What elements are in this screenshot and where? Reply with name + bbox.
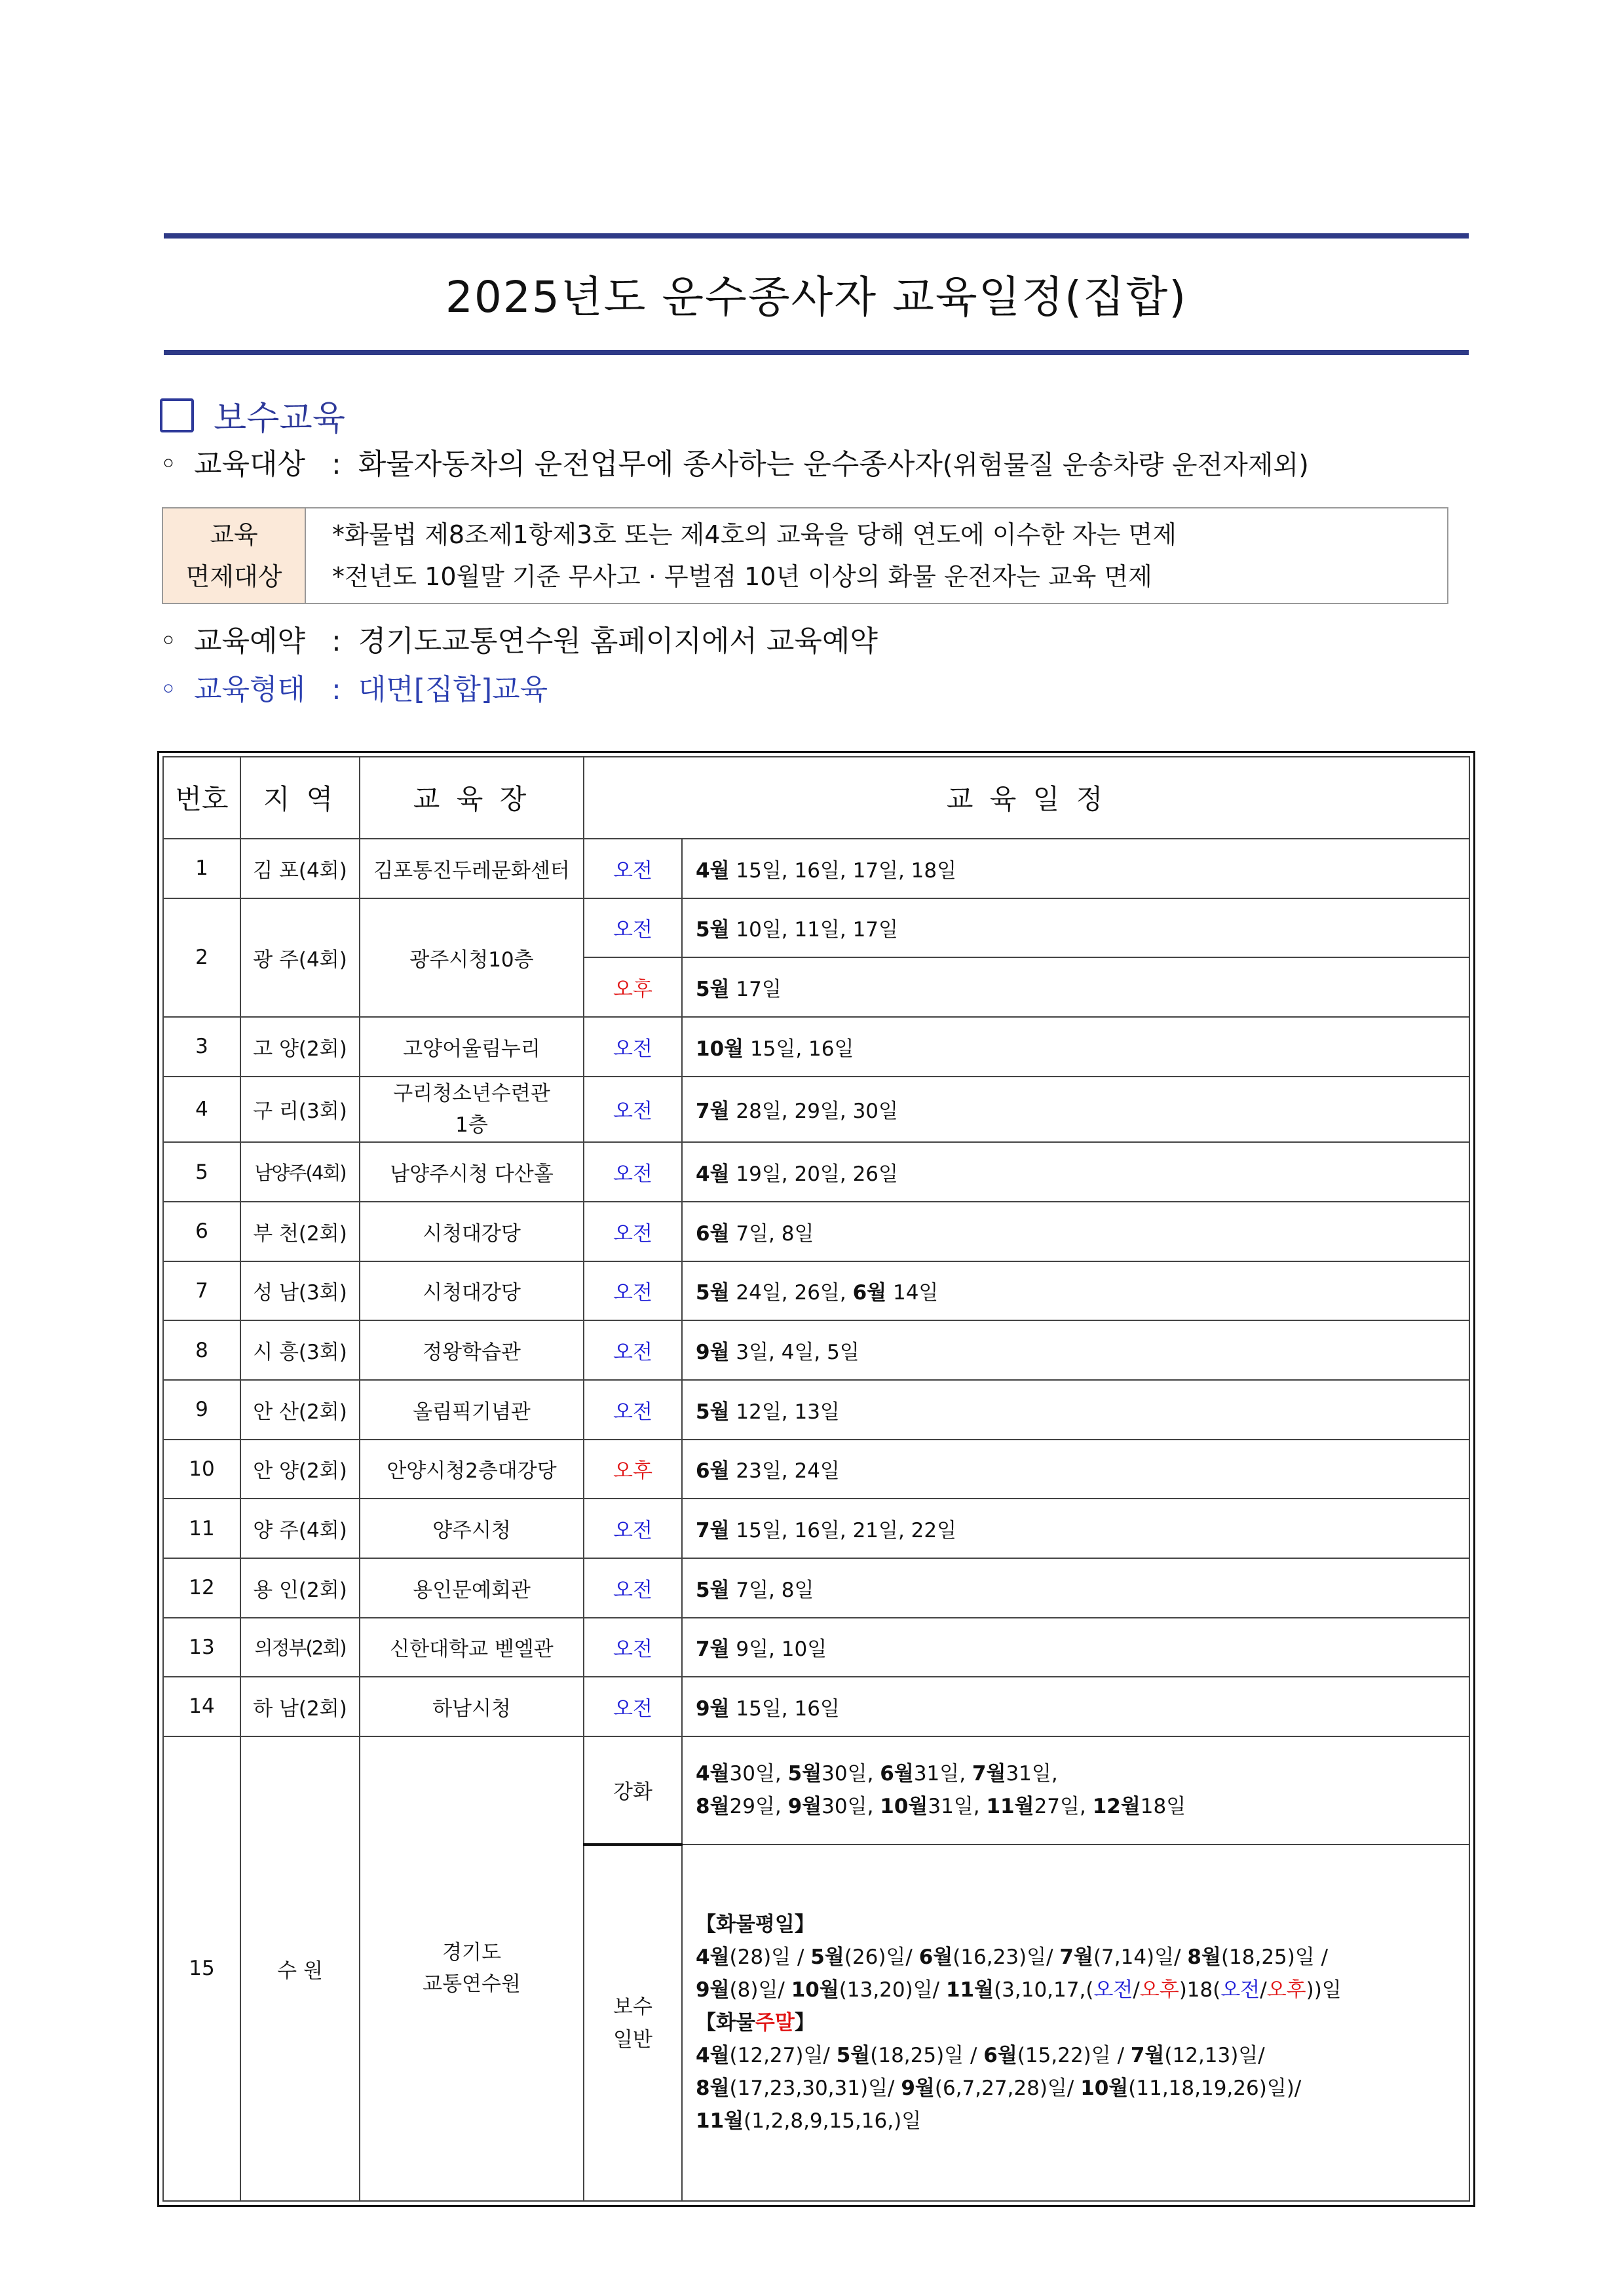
cell-no: 13 xyxy=(163,1618,240,1677)
am-label: 오전 xyxy=(1220,1978,1260,2002)
title-bottom-rule xyxy=(164,350,1469,355)
cell-venue: 정왕학습관 xyxy=(360,1320,584,1380)
month: 10월 xyxy=(696,1037,744,1061)
days: (1,2,8,9,15,16,)일 xyxy=(744,2109,922,2133)
weekday-line2 xyxy=(696,1974,1469,2006)
cell-session: 오전 xyxy=(584,839,682,898)
cell-session: 오전 xyxy=(584,1142,682,1202)
cell-session: 오후 xyxy=(584,1440,682,1499)
cell-no: 8 xyxy=(163,1320,240,1380)
month: 8월 xyxy=(696,2076,730,2100)
month: 6월 xyxy=(918,1945,953,1969)
cell-dates xyxy=(682,1499,1469,1558)
days: (12,27)일/ xyxy=(729,2044,837,2067)
month: 6월 xyxy=(880,1762,914,1786)
month: 5월 xyxy=(696,918,730,942)
form-text: 대면[집합]교육 xyxy=(358,673,548,706)
cell-region: 안 양(2회) xyxy=(240,1440,360,1499)
cell-session: 오전 xyxy=(584,1077,682,1143)
days: 3일, 4일, 5일 xyxy=(729,1341,859,1365)
header-region: 지 역 xyxy=(240,757,360,839)
cell-region: 용 인(2회) xyxy=(240,1558,360,1618)
cell-dates xyxy=(682,1380,1469,1440)
weekday-title-text: 【화물평일】 xyxy=(696,1913,815,1936)
month: 4월 xyxy=(696,858,730,883)
month: 9월 xyxy=(696,1696,730,1721)
header-venue: 교 육 장 xyxy=(360,757,584,839)
month: 7월 xyxy=(696,1100,730,1124)
days: 27일, xyxy=(1034,1795,1093,1819)
cell-session: 오전 xyxy=(584,1261,682,1321)
tail-text: ))일 xyxy=(1306,1978,1342,2002)
cell-dates-general xyxy=(682,1845,1469,2201)
month: 9월 xyxy=(901,2076,935,2100)
cell-region: 수 원 xyxy=(240,1736,360,2201)
month: 9월 xyxy=(787,1795,822,1819)
reserve-text: 경기도교통연수원 홈페이지에서 교육예약 xyxy=(358,624,878,658)
cell-session: 오전 xyxy=(584,1499,682,1558)
weekday-title xyxy=(696,1908,1469,1941)
bullet-icon: ◦ xyxy=(160,624,177,658)
cell-session: 오전 xyxy=(584,1558,682,1618)
cell-no: 2 xyxy=(163,898,240,1017)
month: 12월 xyxy=(1092,1795,1141,1819)
am-label: 오전 xyxy=(1093,1978,1133,2002)
cell-venue xyxy=(360,1077,584,1143)
cell-region: 광 주(4회) xyxy=(240,898,360,1017)
cell-region: 고 양(2회) xyxy=(240,1017,360,1077)
cell-dates xyxy=(682,1077,1469,1143)
colon: : xyxy=(331,448,341,481)
days: (13,20)일/ xyxy=(839,1978,946,2002)
cell-dates xyxy=(682,1142,1469,1202)
form-label: 교육형태 xyxy=(193,673,305,706)
cell-region: 의정부(2회) xyxy=(240,1618,360,1677)
cell-dates xyxy=(682,1202,1469,1261)
cell-dates xyxy=(682,957,1469,1017)
cell-session: 오전 xyxy=(584,1618,682,1677)
cell-session-ganghwa: 강화 xyxy=(584,1736,682,1845)
cell-region: 구 리(3회) xyxy=(240,1077,360,1143)
cell-region: 부 천(2회) xyxy=(240,1202,360,1261)
days: 23일, 24일 xyxy=(729,1459,840,1483)
exempt-item-1: *화물법 제8조제1항제3호 또는 제4호의 교육을 당해 연도에 이수한 자는 면제 xyxy=(332,520,1177,549)
cell-venue: 시청대강당 xyxy=(360,1202,584,1261)
table-row xyxy=(163,1320,1469,1380)
days: 18일 xyxy=(1140,1795,1186,1819)
cell-session: 오후 xyxy=(584,957,682,1017)
exempt-item-2: *전년도 10월말 기준 무사고 · 무벌점 10년 이상의 화물 운전자는 교육 면제 xyxy=(332,562,1152,591)
days: (6,7,27,28)일/ xyxy=(934,2076,1081,2100)
month: 8월 xyxy=(1187,1945,1221,1969)
cell-session: 오전 xyxy=(584,1017,682,1077)
days: 30일, xyxy=(821,1762,880,1786)
colon: : xyxy=(331,624,341,658)
days: (26)일/ xyxy=(844,1945,919,1969)
form-line xyxy=(160,666,548,708)
month: 6월 xyxy=(852,1281,887,1305)
cell-venue: 남양주시청 다산홀 xyxy=(360,1142,584,1202)
days: 15일, 16일 xyxy=(729,1696,840,1721)
venue-line2: 1층 xyxy=(455,1113,488,1137)
month: 5월 xyxy=(696,1281,730,1305)
days: (8)일/ xyxy=(729,1978,791,2002)
cell-no: 11 xyxy=(163,1499,240,1558)
cell-dates xyxy=(682,1677,1469,1736)
cell-no: 10 xyxy=(163,1440,240,1499)
month: 7월 xyxy=(972,1762,1006,1786)
month: 4월 xyxy=(696,1762,730,1786)
month: 10월 xyxy=(791,1978,839,2002)
cell-no: 12 xyxy=(163,1558,240,1618)
cell-dates xyxy=(682,839,1469,898)
days: 31일, xyxy=(913,1762,972,1786)
cell-no: 15 xyxy=(163,1736,240,2201)
days: 9일, 10일 xyxy=(729,1637,827,1662)
month: 5월 xyxy=(810,1945,844,1969)
month: 6월 xyxy=(696,1221,730,1246)
checkbox-square-icon xyxy=(160,398,194,432)
ganghwa-line1 xyxy=(696,1757,1469,1790)
pm-label: 오후 xyxy=(1139,1978,1179,2002)
slash: / xyxy=(1260,1978,1267,2002)
days: (18,25)일 / xyxy=(870,2044,984,2067)
table-row-suwon-ganghwa xyxy=(163,1736,1469,1845)
weekend-title-c: 】 xyxy=(794,2011,815,2035)
slash: / xyxy=(1133,1978,1140,2002)
reserve-line xyxy=(160,617,878,659)
table-row xyxy=(163,1558,1469,1618)
cell-session: 오전 xyxy=(584,1202,682,1261)
month: 11월 xyxy=(986,1795,1034,1819)
weekend-line3 xyxy=(696,2105,1469,2137)
header-no: 번호 xyxy=(163,757,240,839)
cell-dates-ganghwa xyxy=(682,1736,1469,1845)
cell-venue: 용인문예회관 xyxy=(360,1558,584,1618)
cell-dates xyxy=(682,1618,1469,1677)
cell-region: 김 포(4회) xyxy=(240,839,360,898)
weekend-line2 xyxy=(696,2072,1469,2105)
cell-dates xyxy=(682,1440,1469,1499)
month: 5월 xyxy=(696,1400,730,1424)
days: 31일, xyxy=(1006,1762,1058,1786)
table-row xyxy=(163,1380,1469,1440)
table-row xyxy=(163,1677,1469,1736)
cell-session: 오전 xyxy=(584,1677,682,1736)
cell-venue xyxy=(360,1736,584,2201)
table-row xyxy=(163,898,1469,958)
month: 4월 xyxy=(696,1162,730,1187)
days: 17일 xyxy=(729,978,782,1002)
table-row xyxy=(163,839,1469,898)
cell-region: 하 남(2회) xyxy=(240,1677,360,1736)
exempt-label xyxy=(163,508,306,603)
section-title: 보수교육 xyxy=(214,399,345,438)
bullet-icon: ◦ xyxy=(160,673,177,706)
general-label-line2: 일반 xyxy=(613,2027,652,2052)
table-row xyxy=(163,1440,1469,1499)
days: 15일, 16일, 17일, 18일 xyxy=(729,858,957,883)
target-label: 교육대상 xyxy=(193,448,305,481)
cell-region: 성 남(3회) xyxy=(240,1261,360,1321)
table-row xyxy=(163,1077,1469,1143)
table-row xyxy=(163,1618,1469,1677)
cell-no: 7 xyxy=(163,1261,240,1321)
month: 7월 xyxy=(696,1637,730,1662)
days: (11,18,19,26)일)/ xyxy=(1128,2076,1302,2100)
month: 5월 xyxy=(696,978,730,1002)
month: 5월 xyxy=(696,1578,730,1602)
days: 24일, 26일, xyxy=(729,1281,853,1305)
days: (15,22)일 / xyxy=(1017,2044,1131,2067)
month: 11월 xyxy=(696,2109,744,2133)
days: (7,14)일/ xyxy=(1093,1945,1188,1969)
weekday-line1 xyxy=(696,1941,1469,1974)
table-row xyxy=(163,1142,1469,1202)
cell-no: 5 xyxy=(163,1142,240,1202)
weekend-line1 xyxy=(696,2039,1469,2072)
page-title: 2025년도 운수종사자 교육일정(집합) xyxy=(445,272,1188,322)
exempt-label-line2: 면제대상 xyxy=(185,562,282,591)
month: 11월 xyxy=(945,1978,994,2002)
month: 5월 xyxy=(787,1762,822,1786)
exempt-label-line1: 교육 xyxy=(210,520,258,549)
table-row xyxy=(163,1261,1469,1321)
days: 14일 xyxy=(886,1281,939,1305)
month: 7월 xyxy=(696,1519,730,1543)
cell-session-general xyxy=(584,1845,682,2201)
days: 7일, 8일 xyxy=(729,1221,814,1246)
days: 30일, xyxy=(821,1795,880,1819)
schedule-table-frame xyxy=(157,751,1475,2207)
days: 28일, 29일, 30일 xyxy=(729,1100,898,1124)
table-row xyxy=(163,1202,1469,1261)
bullet-icon: ◦ xyxy=(160,448,177,481)
reserve-label: 교육예약 xyxy=(193,624,305,658)
general-label-line1: 보수 xyxy=(613,1995,652,2019)
month: 4월 xyxy=(696,1945,730,1969)
cell-venue: 고양어울림누리 xyxy=(360,1017,584,1077)
month: 6월 xyxy=(696,1459,730,1483)
days: 7일, 8일 xyxy=(729,1578,814,1602)
days: (17,23,30,31)일/ xyxy=(729,2076,901,2100)
month: 9월 xyxy=(696,1978,730,2002)
cell-venue: 양주시청 xyxy=(360,1499,584,1558)
cell-no: 14 xyxy=(163,1677,240,1736)
month: 7월 xyxy=(1130,2044,1165,2067)
cell-region: 시 흥(3회) xyxy=(240,1320,360,1380)
month: 7월 xyxy=(1059,1945,1093,1969)
venue-line1: 구리청소년수련관 xyxy=(393,1081,550,1105)
table-row xyxy=(163,1017,1469,1077)
cell-dates xyxy=(682,1320,1469,1380)
venue-line2: 교통연수원 xyxy=(423,1972,521,1997)
days: (18,25)일 / xyxy=(1220,1945,1329,1969)
exempt-text xyxy=(306,508,1447,603)
header-schedule: 교 육 일 정 xyxy=(584,757,1469,839)
cell-region: 남양주(4회) xyxy=(240,1142,360,1202)
cell-venue: 안양시청2층대강당 xyxy=(360,1440,584,1499)
days: (12,13)일/ xyxy=(1164,2044,1265,2067)
cell-region: 양 주(4회) xyxy=(240,1499,360,1558)
title-top-rule xyxy=(164,233,1469,239)
month: 5월 xyxy=(836,2044,871,2067)
table-header-row xyxy=(163,757,1469,839)
cell-session: 오전 xyxy=(584,898,682,958)
table-row xyxy=(163,1499,1469,1558)
days: 15일, 16일 xyxy=(744,1037,854,1061)
days: (28)일 / xyxy=(729,1945,811,1969)
venue-line1: 경기도 xyxy=(442,1941,501,1965)
cell-no: 3 xyxy=(163,1017,240,1077)
days: (3,10,17,( xyxy=(994,1978,1094,2002)
ganghwa-line2 xyxy=(696,1790,1469,1823)
cell-dates xyxy=(682,1261,1469,1321)
pm-label: 오후 xyxy=(1266,1978,1306,2002)
exempt-box xyxy=(162,507,1448,604)
cell-dates xyxy=(682,1558,1469,1618)
weekday-line2-a xyxy=(696,1978,1093,2002)
days: 19일, 20일, 26일 xyxy=(729,1162,898,1187)
cell-venue: 올림픽기념관 xyxy=(360,1380,584,1440)
days: 12일, 13일 xyxy=(729,1400,840,1424)
target-note: (위험물질 운송차량 운전자제외) xyxy=(942,450,1309,480)
weekend-title xyxy=(696,2006,1469,2039)
cell-session: 오전 xyxy=(584,1320,682,1380)
target-text: 화물자동차의 운전업무에 종사하는 운수종사자 xyxy=(358,448,943,481)
schedule-table xyxy=(162,756,1470,2202)
cell-venue: 신한대학교 벧엘관 xyxy=(360,1618,584,1677)
month: 9월 xyxy=(696,1341,730,1365)
days: (16,23)일/ xyxy=(953,1945,1060,1969)
month: 8월 xyxy=(696,1795,730,1819)
days: 30일, xyxy=(729,1762,788,1786)
cell-no: 1 xyxy=(163,839,240,898)
cell-venue: 김포통진두레문화센터 xyxy=(360,839,584,898)
cell-venue: 하남시청 xyxy=(360,1677,584,1736)
month: 10월 xyxy=(1080,2076,1129,2100)
cell-dates xyxy=(682,1017,1469,1077)
month: 10월 xyxy=(880,1795,928,1819)
cell-no: 9 xyxy=(163,1380,240,1440)
cell-no: 4 xyxy=(163,1077,240,1143)
weekend-title-a: 【화물 xyxy=(696,2011,755,2035)
days: 29일, xyxy=(729,1795,788,1819)
cell-region: 안 산(2회) xyxy=(240,1380,360,1440)
target-line xyxy=(160,440,1309,482)
colon: : xyxy=(331,673,341,706)
days: 10일, 11일, 17일 xyxy=(729,918,898,942)
days: 15일, 16일, 21일, 22일 xyxy=(729,1519,957,1543)
cell-no: 6 xyxy=(163,1202,240,1261)
cell-dates xyxy=(682,898,1469,958)
days: 31일, xyxy=(928,1795,987,1819)
weekend-title-b: 주말 xyxy=(755,2011,795,2035)
month: 6월 xyxy=(983,2044,1017,2067)
cell-venue: 시청대강당 xyxy=(360,1261,584,1321)
cell-session: 오전 xyxy=(584,1380,682,1440)
section-heading xyxy=(160,391,345,440)
month: 4월 xyxy=(696,2044,730,2067)
cell-venue: 광주시청10층 xyxy=(360,898,584,1017)
mid-text: )18( xyxy=(1179,1978,1221,2002)
